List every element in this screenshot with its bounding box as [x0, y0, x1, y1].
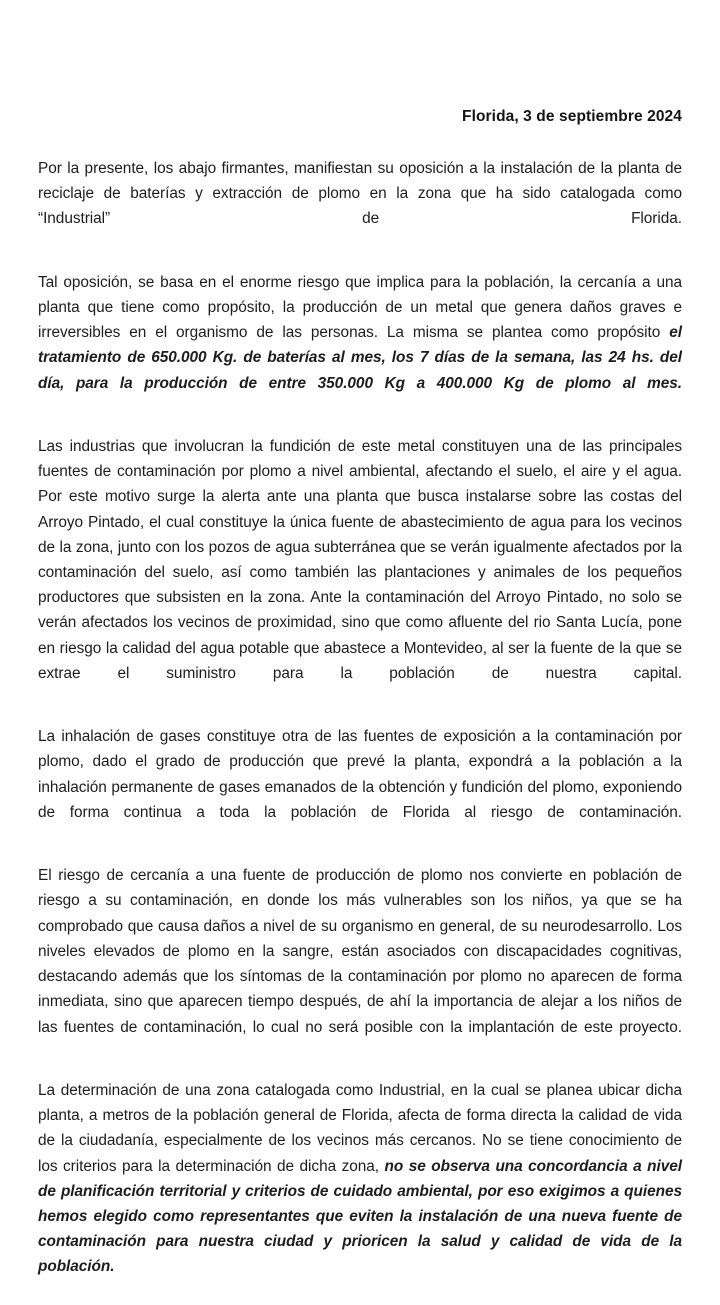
paragraph-p5 [38, 863, 682, 1065]
text-run: Las industrias que involucran la fundición de este metal constituyen una de las principales fuentes de contaminación por plomo a nivel ambiental, afectando el suelo, el aire y el agua. Por este motivo surge la alerta ante una planta que busca instalarse sobre las costas del Arroyo Pintado, el cual constituye la única fuente de abastecimiento de agua para los vecinos de la zona, junto con los pozos de agua subterránea que se verán igualmente afectados por la contaminación del suelo, así como también las plantaciones y animales de los pequeños productores que subsisten en la zona. Ante la contaminación del Arroyo Pintado, no solo se verán afectados los vecinos de proximidad, sino que como afluente del rio Santa Lucía, pone en riesgo la calidad del agua potable que abastece a Montevideo, al ser la fuente de la que se extrae el suministro para la población de nuestra capital. [38, 438, 682, 682]
paragraph-p3 [38, 434, 682, 711]
paragraph-p6 [38, 1078, 682, 1305]
text-run: Por la presente, los abajo firmantes, manifiestan su oposición a la instalación de la planta de reciclaje de baterías y extracción de plomo en la zona que ha sido catalogada como “Industrial” de Florida. [38, 160, 682, 228]
text-run: Tal oposición, se basa en el enorme riesgo que implica para la población, la cercanía a una planta que tiene como propósito, la producción de un metal que genera daños graves e irreversibles en el organismo de las personas. La misma se plantea como propósito [38, 273, 682, 342]
emphasis-run: no se observa una concordancia a nivel de planificación territorial y criterios de cuidado ambiental, por eso exigimos a quienes hemos elegido como representantes que eviten la instalación de una nueva fuente de contaminación para nuestra ciudad y prioricen la salud y calidad de vida de la población. [38, 1157, 682, 1276]
paragraph-p1 [38, 156, 682, 257]
text-run: La inhalación de gases constituye otra de las fuentes de exposición a la contaminación por plomo, dado el grado de producción que prevé la planta, expondrá a la población a la inhalación permanente de gases emanados de la obtención y fundición del plomo, exponiendo de forma continua a toda la población de Florida al riesgo de contaminación. [38, 728, 682, 821]
document-body [38, 156, 682, 1305]
emphasis-run: el tratamiento de 650.000 Kg. de baterías al mes, los 7 días de la semana, las 24 hs. del día, para la producción de entre 350.000 Kg a 400.000 Kg de plomo al mes. [38, 324, 682, 392]
paragraph-p4 [38, 724, 682, 850]
text-run: La determinación de una zona catalogada como Industrial, en la cual se planea ubicar dicha planta, a metros de la población general de Florida, afecta de forma directa la calidad de vida de la ciudadanía, especialmente de los vecinos más cercanos. No se tiene conocimiento de los criterios para la determinación de dicha zona, [38, 1081, 682, 1175]
paragraph-p2 [38, 270, 682, 421]
document-dateline: Florida, 3 de septiembre 2024 [462, 108, 682, 125]
text-run: El riesgo de cercanía a una fuente de producción de plomo nos convierte en población de riesgo a su contaminación, en donde los más vulnerables son los niños, ya que se ha comprobado que causa daños a nivel de su organismo en general, de su neurodesarrollo. Los niveles elevados de plomo en la sangre, están asociados con discapacidades cognitivas, destacando además que los síntomas de la contaminación por plomo no aparecen de forma inmediata, sino que aparecen tiempo después, de ahí la importancia de alejar a los niños de las fuentes de contaminación, lo cual no será posible con la implantación de este proyecto. [38, 867, 682, 1036]
